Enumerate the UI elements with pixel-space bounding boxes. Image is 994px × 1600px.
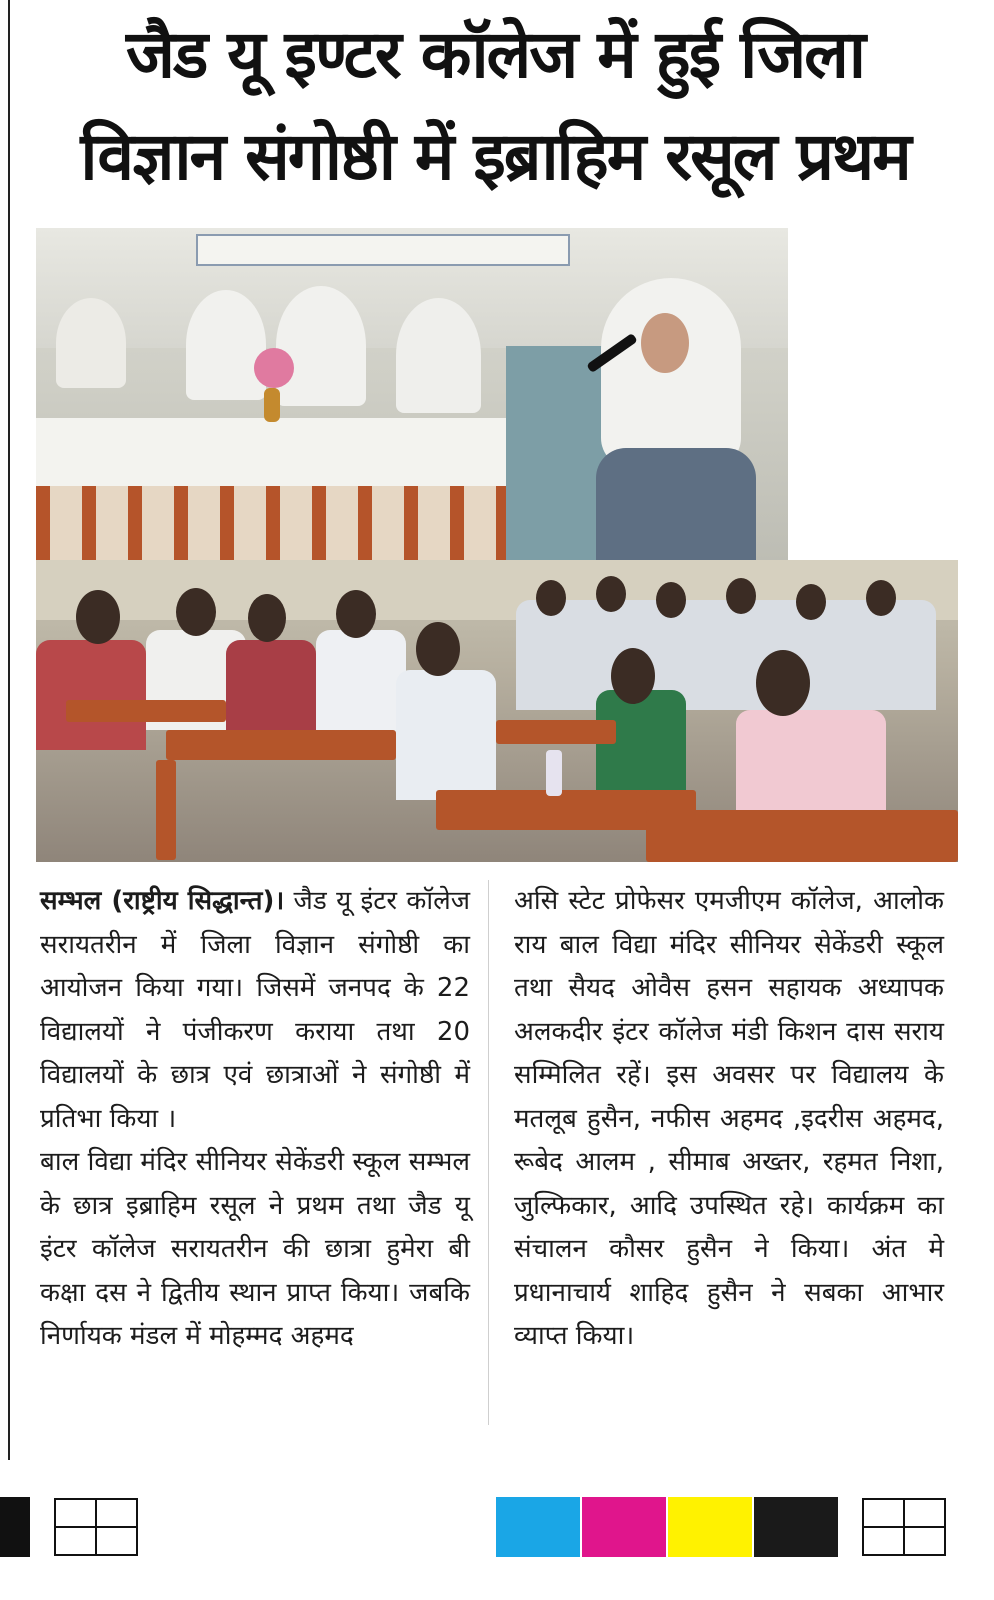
photo2-back-rows	[516, 600, 936, 710]
photo2-head	[756, 650, 810, 716]
photo2-head	[796, 584, 826, 620]
column-divider	[488, 880, 489, 1425]
photo1-speaker-face	[641, 313, 689, 373]
photo2-head	[536, 580, 566, 616]
photo1-table-skirt	[36, 486, 506, 560]
photo2-head	[416, 622, 460, 676]
article-paragraph-1	[40, 880, 470, 1141]
color-swatch-black	[754, 1497, 838, 1557]
article-dateline: सम्भल (राष्ट्रीय सिद्धान्त)।	[40, 886, 285, 916]
article-paragraph-1-text: जैड यू इंटर कॉलेज सरायतरीन में जिला विज्ञान संगोष्ठी का आयोजन किया गया। जिसमें जनपद के 22 विद्यालयों ने पंजीकरण कराया तथा 20 विद्यालयों के छात्र एवं छात्राओं ने संगोष्ठी में प्रतिभा किया ।	[40, 886, 470, 1134]
registration-black-block	[0, 1497, 30, 1557]
photo1-flowers	[254, 348, 294, 388]
photo2-bottle	[546, 750, 562, 796]
photo2-head	[866, 580, 896, 616]
photo2-desk	[166, 730, 396, 760]
photo2-head	[611, 648, 655, 704]
photo1-speaker-body	[596, 448, 756, 560]
headline-line-2: विज्ञान संगोष्ठी में इब्राहिम रसूल प्रथम	[80, 118, 910, 195]
photo2-head	[596, 576, 626, 612]
photo-students-audience	[36, 560, 958, 862]
photo2-teacher-3	[226, 640, 316, 740]
headline-line-1: जैड यू इण्टर कॉलेज में हुई जिला	[125, 16, 865, 93]
photo2-desk	[66, 700, 226, 722]
photo1-guest-4	[396, 298, 481, 413]
color-swatch-cyan	[496, 1497, 580, 1557]
photo2-head	[176, 588, 216, 636]
photo-seminar-speaker	[36, 228, 788, 560]
article-column-1	[40, 880, 470, 1359]
photo2-head	[656, 582, 686, 618]
photo2-student	[396, 670, 496, 800]
photo2-head	[336, 590, 376, 638]
photo2-student-pink	[736, 710, 886, 820]
photo1-table	[36, 418, 506, 488]
left-column-rule	[8, 0, 10, 1460]
photo1-guest-2	[186, 290, 266, 400]
article-paragraph-2: बाल विद्या मंदिर सीनियर सेकेंडरी स्कूल सम्भल के छात्र इब्राहिम रसूल ने प्रथम तथा जैड यू इंटर कॉलेज सरायतरीन की छात्रा हुमेरा बी कक्षा दस ने द्वितीय स्थान प्राप्त किया। जबकि निर्णायक मंडल में मोहम्मद अहमद	[40, 1147, 470, 1351]
photo1-guest-3	[276, 286, 366, 406]
article-column-2	[514, 880, 944, 1359]
photo2-desk-leg	[156, 760, 176, 860]
photo2-head	[726, 578, 756, 614]
photo1-banner	[196, 234, 570, 266]
color-swatch-magenta	[582, 1497, 666, 1557]
photo1-speaker-hijab	[601, 278, 741, 468]
color-swatch-yellow	[668, 1497, 752, 1557]
registration-grid-mark-right	[862, 1498, 946, 1556]
photo2-desk	[496, 720, 616, 744]
article-paragraph-3: असि स्टेट प्रोफेसर एमजीएम कॉलेज, आलोक राय बाल विद्या मंदिर सीनियर सेकेंडरी स्कूल तथा सैयद ओवैस हसन सहायक अध्यापक अलकदीर इंटर कॉलेज मंडी किशन दास सराय सम्मिलित रहें। इस अवसर पर विद्यालय के मतलूब हुसैन, नफीस अहमद ,इदरीस अहमद, रूबेद आलम , सीमाब अख्तर, रहमत निशा, जुल्फिकार, आदि उपस्थित रहे। कार्यक्रम का संचालन कौसर हुसैन ने किया। अंत मे प्रधानाचार्य शाहिद हुसैन ने सबका आभार व्याप्त किया।	[514, 886, 944, 1351]
photo2-desk	[646, 810, 958, 862]
photo1-guest-1	[56, 298, 126, 388]
registration-grid-mark	[54, 1498, 138, 1556]
photo1-vase	[264, 388, 280, 422]
photo2-head	[76, 590, 120, 644]
photo2-teacher-1	[36, 640, 146, 750]
photo2-head	[248, 594, 286, 642]
